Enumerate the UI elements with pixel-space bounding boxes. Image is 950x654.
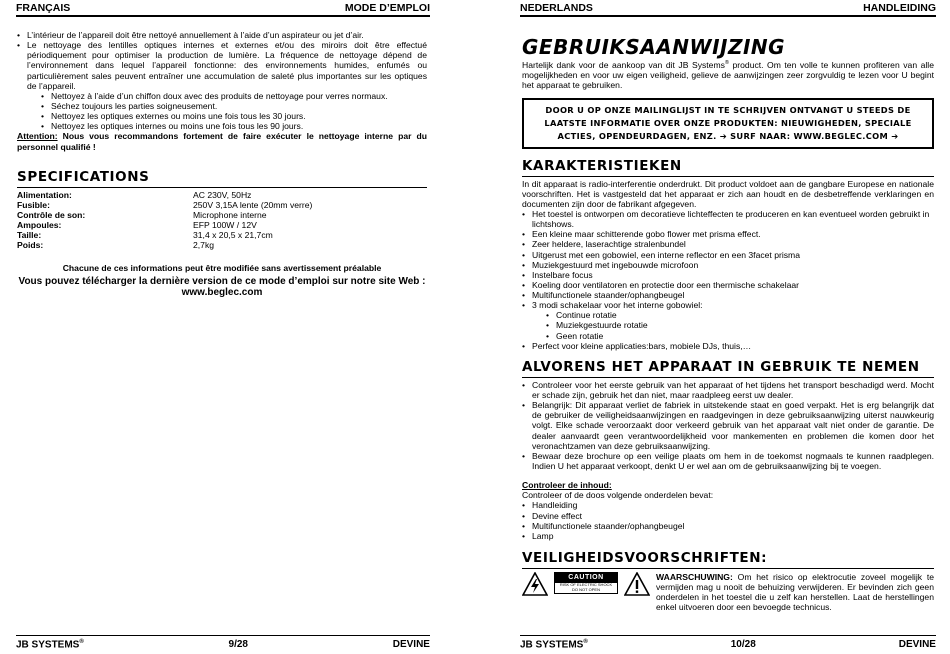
list-item: • Zeer heldere, laserachtige stralenbundel bbox=[522, 239, 934, 249]
specifications-table bbox=[17, 190, 427, 251]
page-number: 10/28 bbox=[730, 639, 756, 651]
footer-model: DEVINE bbox=[392, 639, 430, 651]
list-item: • Een kleine maar schitterende gobo flower met prisma effect. bbox=[522, 229, 934, 239]
sub-list-item: • Nettoyez les optiques internes ou moins une fois tous les 90 jours. bbox=[41, 121, 427, 131]
list-item: • Instelbare focus bbox=[522, 270, 934, 280]
page-header-right bbox=[520, 0, 936, 17]
caution-label bbox=[554, 572, 618, 594]
spec-label: Contrôle de son: bbox=[17, 209, 86, 220]
list-item bbox=[17, 40, 427, 131]
list-item: • Multifunctionele staander/ophangbeugel bbox=[522, 290, 934, 300]
header-document-type: HANDLEIDING bbox=[863, 1, 936, 14]
page-left bbox=[0, 0, 430, 654]
spec-label: Alimentation: bbox=[17, 189, 72, 200]
website-link[interactable]: www.beglec.com bbox=[181, 287, 263, 299]
spec-value: 250V 3,15A lente (20mm verre) bbox=[193, 199, 313, 210]
list-item: • Handleiding bbox=[522, 500, 934, 510]
sub-list-item: • Muziekgestuurde rotatie bbox=[546, 320, 934, 330]
footer-model: DEVINE bbox=[898, 639, 936, 651]
download-notice: Vous pouvez télécharger la dernière version de ce mode d’emploi sur notre site Web : bbox=[18, 275, 426, 287]
cleaning-sub-list bbox=[27, 91, 427, 132]
cleaning-list bbox=[17, 30, 427, 131]
page-header-left bbox=[16, 0, 430, 17]
spec-label: Fusible: bbox=[17, 199, 50, 210]
header-language: NEDERLANDS bbox=[520, 1, 593, 14]
section-title-characteristics: KARAKTERISTIEKEN bbox=[522, 159, 934, 177]
sub-list-item: • Nettoyez à l’aide d’un chiffon doux avec des produits de nettoyage pour verres normaux. bbox=[41, 91, 427, 101]
footer-brand: JB SYSTEMS® bbox=[520, 638, 588, 651]
spec-value: 2,7kg bbox=[193, 240, 215, 251]
list-item: • Uitgerust met een gobowiel, een interne reflector en een 3facet prisma bbox=[522, 250, 934, 260]
list-item: • Muziekgestuurd met ingebouwde microfoon bbox=[522, 260, 934, 270]
attention-text: Nous vous recommandons fortement de faire exécuter le nettoyage interne par du personnel qualifié ! bbox=[17, 131, 427, 152]
characteristics-intro: In dit apparaat is radio-interferentie onderdrukt. Dit product voldoet aan de gangbare Europese en nationale voorschriften. Het is vastgesteld dat het apparaat er zich aan houdt en de desbetreffende verklaringen en documenten zijn door de fabrikant afgegeven. bbox=[522, 178, 934, 209]
intro-paragraph: Hartelijk dank voor de aankoop van dit JB Systems® product. Om ten volle te kunnen profiteren van alle mogelijkheden en voor uw eigen veiligheid, gelieve de aanwijzingen zeer zorgvuldig te lezen voor U begint het apparaat te gebruiken. bbox=[522, 59, 934, 90]
contents-list bbox=[522, 500, 934, 541]
section-title-safety: VEILIGHEIDSVOORSCHRIFTEN: bbox=[522, 551, 934, 569]
spec-value: Microphone interne bbox=[193, 209, 267, 220]
list-item: • Bewaar deze brochure op een veilige plaats om hem in de toekomst nogmaals te kunnen raadplegen. Indien U het apparaat verkoopt, denkt U er wel aan om de gebruiksaanwijzing bij te voegen. bbox=[522, 451, 934, 471]
page-footer-left bbox=[16, 635, 430, 652]
characteristics-list bbox=[522, 209, 934, 351]
list-item: • Multifunctionele staander/ophangbeugel bbox=[522, 521, 934, 531]
attention-label: Attention: bbox=[17, 131, 58, 142]
list-item-text: 3 modi schakelaar voor het interne gobowiel: bbox=[532, 300, 703, 311]
list-item-text: Le nettoyage des lentilles optiques internes et externes et/ou des miroirs doit être effectué périodiquement pour optimiser la production de lumière. La fréquence de nettoyage dépend de l’environnement dans lequel l’appareil fonctionne: des environnements humides, enfumés ou particulièrement sales peuvent entraîner une accumulation de saleté plus importantes sur les optiques de l’appareil. bbox=[27, 40, 427, 91]
content-right bbox=[522, 36, 934, 612]
spec-label: Poids: bbox=[17, 240, 44, 251]
footer-brand: JB SYSTEMS® bbox=[16, 638, 84, 651]
sub-list-item: • Continue rotatie bbox=[546, 310, 934, 320]
section-title-specifications: SPECIFICATIONS bbox=[17, 170, 427, 188]
list-item: • Lamp bbox=[522, 531, 934, 541]
modes-list bbox=[532, 310, 934, 340]
list-item: • Koeling door ventilatoren en protectie door een thermische schakelaar bbox=[522, 280, 934, 290]
sub-list-item: • Nettoyez les optiques externes ou moins une fois tous les 30 jours. bbox=[41, 111, 427, 121]
specs-notice: Chacune de ces informations peut être modifiée sans avertissement préalable bbox=[62, 263, 382, 274]
list-item: • Controleer voor het eerste gebruik van het apparaat of het tijdens het transport beschadigd werd. Mocht er schade zijn, gebruik het dan niet, maar raadpleeg eerst uw dealer. bbox=[522, 380, 934, 400]
mailing-list-box: DOOR U OP ONZE MAILINGLIJST IN TE SCHRIJVEN ONTVANGT U STEEDS DE LAATSTE INFORMATIE OVER ONZE PRODUKTEN: NIEUWIGHEDEN, SPECIALE ACTIES, OPENDEURDAGEN, ENZ. ➔ SURF NAAR: WWW.BEGLEC.COM ➔ bbox=[522, 98, 934, 149]
list-item: • Perfect voor kleine applicaties:bars, mobiele DJs, thuis,… bbox=[522, 341, 934, 351]
caution-title: CAUTION bbox=[555, 573, 617, 583]
exclamation-warning-icon bbox=[624, 572, 650, 596]
list-item: • Belangrijk: Dit apparaat verliet de fabriek in uitstekende staat en goed verpakt. Het is erg belangrijk dat de gebruiker de veiligheidsaanwijzingen en raadgevingen in deze gebruiksaanwijzing uiterst nauwkeurig volgt. Elke schade veroorzaakt door verkeerd gebruik van het apparaat valt niet onder de garantie. De dealer aanvaardt geen verantwoordelijkheid voor mankementen en problemen die komen door het veronachtzamen van deze gebruiksaanwijzing. bbox=[522, 400, 934, 451]
spec-value: EFP 100W / 12V bbox=[193, 220, 257, 231]
header-language: FRANÇAIS bbox=[16, 1, 71, 14]
page-footer-right bbox=[520, 635, 936, 652]
caution-block bbox=[522, 572, 934, 613]
header-document-type: MODE D’EMPLOI bbox=[344, 1, 430, 14]
page-right bbox=[520, 0, 940, 654]
sub-list-item: • Séchez toujours les parties soigneusement. bbox=[41, 101, 427, 111]
list-item: • Devine effect bbox=[522, 511, 934, 521]
content-left bbox=[17, 30, 427, 299]
page-title: GEBRUIKSAANWIJZING bbox=[522, 35, 786, 59]
caution-line: DO NOT OPEN bbox=[572, 587, 600, 593]
lightning-warning-icon bbox=[522, 572, 548, 596]
before-use-list bbox=[522, 380, 934, 471]
list-item: • Het toestel is ontworpen om decoratieve lichteffecten te produceren en kan eventueel worden gebruikt in lichtshows. bbox=[522, 209, 934, 229]
contents-heading: Controleer de inhoud: bbox=[522, 480, 612, 491]
list-item: • L’intérieur de l’appareil doit être nettoyé annuellement à l’aide d’un aspirateur ou jet d’air. bbox=[17, 30, 427, 40]
sub-list-item: • Geen rotatie bbox=[546, 331, 934, 341]
warning-label: WAARSCHUWING: bbox=[656, 571, 733, 582]
page-number: 9/28 bbox=[228, 639, 248, 651]
spec-value: 31,4 x 20,5 x 21,7cm bbox=[193, 230, 273, 241]
contents-intro: Controleer of de doos volgende onderdelen bevat: bbox=[522, 490, 714, 501]
spec-value: AC 230V, 50Hz bbox=[193, 189, 252, 200]
attention-note bbox=[17, 131, 427, 151]
caution-line: RISK OF ELECTRIC SHOCK bbox=[559, 582, 613, 588]
spec-label: Taille: bbox=[17, 230, 42, 241]
section-title-before-use: ALVORENS HET APPARAAT IN GEBRUIK TE NEMEN bbox=[522, 360, 934, 378]
list-item bbox=[522, 300, 934, 341]
spec-label: Ampoules: bbox=[17, 220, 62, 231]
warning-text: WAARSCHUWING: Om het risico op elektrocutie zoveel mogelijk te vermijden mag u nooit de behuizing verwijderen. Er bevinden zich geen onderdelen in het toestel die u zelf kan herstellen. Laat de herstellingen enkel uitvoeren door een bevoegde technicus. bbox=[656, 571, 934, 613]
